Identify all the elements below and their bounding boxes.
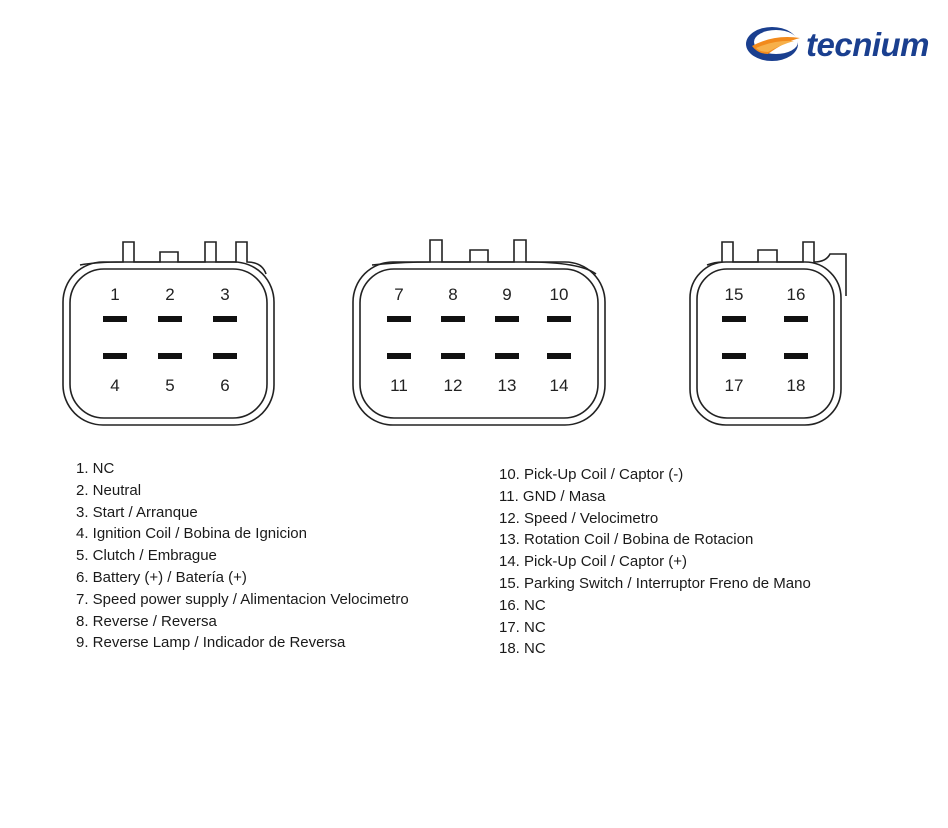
pin-number: 4 xyxy=(110,376,120,395)
legend-item: 1. NC xyxy=(76,460,115,477)
connector-c-housing xyxy=(690,242,846,425)
pin-slot xyxy=(213,316,237,322)
pin-legend-right xyxy=(499,464,811,660)
legend-item: 10. Pick-Up Coil / Captor (-) xyxy=(499,466,684,483)
brand-name: tecnium xyxy=(806,25,930,63)
legend-item: 9. Reverse Lamp / Indicador de Reversa xyxy=(76,634,346,652)
legend-item: 16. NC xyxy=(499,596,546,614)
legend-item: 18. NC xyxy=(499,640,546,658)
pin-slot xyxy=(495,316,519,322)
legend-item: 12. Speed / Velocimetro xyxy=(499,509,659,527)
pin-number: 11 xyxy=(390,376,408,395)
pin-number: 15 xyxy=(724,285,744,304)
pin-slot xyxy=(441,353,465,359)
legend-item: 13. Rotation Coil / Bobina de Rotacion xyxy=(499,531,754,549)
legend-item: 3. Start / Arranque xyxy=(76,503,198,521)
pin-slot xyxy=(547,353,571,359)
pin-number: 5 xyxy=(165,376,175,395)
pin-slot xyxy=(722,353,746,359)
pin-number: 18 xyxy=(786,376,806,395)
legend-item: 6. Battery (+) / Batería (+) xyxy=(76,568,247,586)
pin-number: 9 xyxy=(502,285,512,304)
pin-slot xyxy=(387,353,411,359)
legend-item: 8. Reverse / Reversa xyxy=(76,612,217,630)
pin-number: 7 xyxy=(394,285,404,304)
pin-number: 10 xyxy=(549,285,569,304)
pin-slot xyxy=(103,316,127,322)
legend-item: 4. Ignition Coil / Bobina de Ignicion xyxy=(76,525,307,543)
pin-slot xyxy=(547,316,571,322)
pin-number: 3 xyxy=(220,285,230,304)
legend-item: 5. Clutch / Embrague xyxy=(76,547,217,565)
pin-number: 12 xyxy=(443,376,463,395)
pin-number: 16 xyxy=(786,285,806,304)
pin-number: 8 xyxy=(448,285,458,304)
pin-number: 13 xyxy=(497,376,517,395)
pin-slot xyxy=(784,316,808,322)
pin-number: 2 xyxy=(165,285,175,304)
pin-number: 6 xyxy=(220,376,230,395)
legend-item: 17. NC xyxy=(499,618,546,636)
pin-slot xyxy=(387,316,411,322)
legend-item: 15. Parking Switch / Interruptor Freno de Mano xyxy=(499,574,811,592)
pin-slot xyxy=(158,316,182,322)
pin-slot xyxy=(103,353,127,359)
pin-slot xyxy=(722,316,746,322)
legend-item: 11. GND / Masa xyxy=(499,487,606,505)
legend-item: 14. Pick-Up Coil / Captor (+) xyxy=(499,553,687,571)
pin-slot xyxy=(784,353,808,359)
pin-slot xyxy=(495,353,519,359)
pin-slot xyxy=(213,353,237,359)
connector-b-housing xyxy=(353,240,605,425)
pin-slot xyxy=(158,353,182,359)
pin-number: 14 xyxy=(549,376,569,395)
pin-number: 1 xyxy=(110,285,120,304)
pin-legend-left xyxy=(76,458,409,654)
pin-slot xyxy=(441,316,465,322)
pin-number: 17 xyxy=(724,376,744,395)
legend-item: 7. Speed power supply / Alimentacion Velocimetro xyxy=(76,590,409,608)
connector-a-housing xyxy=(63,242,274,425)
legend-item: 2. Neutral xyxy=(76,481,142,499)
